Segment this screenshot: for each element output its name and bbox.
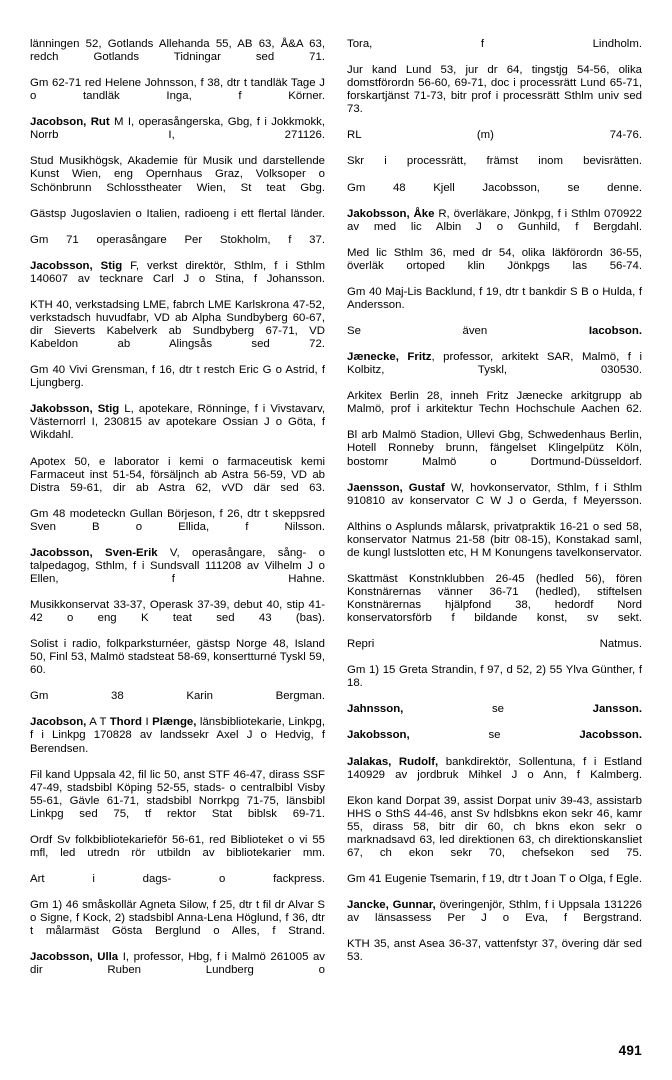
biography-entry: Gm 38 Karin Bergman. (30, 690, 325, 703)
two-column-body (30, 38, 642, 1028)
right-text-column (347, 38, 642, 1028)
biography-entry: Gm 48 Kjell Jacobsson, se denne. (347, 181, 642, 194)
biography-entry: Jalakas, Rudolf, bankdirektör, Sollentuna, f i Estland 140929 av jordbruk Mihkel J o Ann, f Kalmberg. (347, 755, 642, 781)
biography-entry: Jænecke, Fritz, professor, arkitekt SAR, Malmö, f i Kolbitz, Tyskl, 030530. (347, 351, 642, 377)
biography-entry: Repri Natmus. (347, 638, 642, 651)
biography-entry: Jacobsson, Stig F, verkst direktör, Sthlm, f i Sthlm 140607 av tecknare Carl J o Stina, f Johansson. (30, 259, 325, 285)
biography-entry: Althins o Asplunds målarsk, privatpraktik 16-21 o sed 58, konservator Natmus 21-58 (bitr 08-15), Konstakad saml, de kungl lustslotten etc, H M Konungens tavelkonservator. (347, 520, 642, 559)
biography-entry: Skr i processrätt, främst inom bevisrätten. (347, 155, 642, 168)
biography-entry: Tora, f Lindholm. (347, 38, 642, 50)
biography-entry: Musikkonservat 33-37, Operask 37-39, debut 40, stip 41-42 o eng K teat sed 43 (bas). (30, 599, 325, 625)
biography-entry: Jacobsson, Sven-Erik V, operasångare, sång- o talpedagog, Sthlm, f i Sundsvall 111208 av Vilhelm J o Ellen, f Hahne. (30, 546, 325, 585)
biography-entry: Jakobsson, Stig L, apotekare, Rönninge, f i Vivstavarv, Västernorrl I, 230815 av apotekare Ossian J o Göta, f Wikdahl. (30, 403, 325, 442)
biography-entry: Skattmäst Konstnklubben 26-45 (hedled 56), fören Konstnärernas vänner 36-71 (hedled), stiftelsen Konstnärernas hjälpfond 38, hedordf Nord konservatorsförb f bildande konst, sv sekt. (347, 572, 642, 625)
biography-entry: Gm 48 modeteckn Gullan Börjeson, f 26, dtr t skeppsred Sven B o Ellida, f Nilsson. (30, 507, 325, 533)
biography-entry: Jakobsson, Åke R, överläkare, Jönkpg, f i Sthlm 070922 av med lic Albin J o Gunhild, f Bergdahl. (347, 207, 643, 233)
biography-entry: KTH 40, verkstadsing LME, fabrch LME Karlskrona 47-52, verkstadsch huvudfabr, VD ab Alpha Sundbyberg 60-67, dir Sieverts Kabelverk ab Sundbyberg 67-71, VD Kabeldon ab Alingsås sed 72. (30, 298, 325, 351)
biography-entry: Art i dags- o fackpress. (30, 873, 325, 885)
biography-entry: Jaensson, Gustaf W, hovkonservator, Sthlm, f i Sthlm 910810 av konservator C W J o Gerda, f Meyersson. (347, 481, 643, 507)
biography-entry: Jacobson, A T Thord I Plænge, länsbibliotekarie, Linkpg, f i Linkpg 170828 av landssekr Axel J o Hedvig, f Berendsen. (30, 716, 325, 755)
biography-entry: Bl arb Malmö Stadion, Ullevi Gbg, Schwedenhaus Berlin, Hotell Ronneby brunn, fängelset Klingelpütz Köln, bostomr Malmö o Dortmund-Düsseldorf. (347, 429, 642, 468)
biography-entry: Solist i radio, folkparksturnéer, gästsp Norge 48, Island 50, Finl 53, Malmö stadsteat 58-69, konsertturné Tyskl 59, 60. (30, 638, 325, 677)
page-number: 491 (618, 1043, 642, 1058)
biography-entry: länningen 52, Gotlands Allehanda 55, AB 63, Å&A 63, redch Gotlands Tidningar sed 71. (30, 38, 325, 64)
biography-entry: Gästsp Jugoslavien o Italien, radioeng i ett flertal länder. (30, 207, 325, 220)
biography-entry: RL (m) 74-76. (347, 129, 642, 142)
biography-entry: Ordf Sv folkbibliotekarieför 56-61, red Biblioteket o vi 55 mfl, led utredn rör utbildn av bibliotekarier mm. (30, 833, 325, 859)
biography-entry: Arkitex Berlin 28, inneh Fritz Jænecke arkitgrupp ab Malmö, prof i arkitektur Techn Hochschule Aachen 62. (347, 390, 642, 416)
biography-entry: Jahnsson, se Jansson. (347, 703, 642, 716)
biography-entry: Jakobsson, se Jacobsson. (347, 729, 642, 742)
biography-entry: Gm 62-71 red Helene Johnsson, f 38, dtr t tandläk Tage J o tandläk Inga, f Körner. (30, 77, 325, 103)
biography-entry: Gm 40 Maj-Lis Backlund, f 19, dtr t bankdir S B o Hulda, f Andersson. (347, 285, 642, 311)
biography-entry: Med lic Sthlm 36, med dr 54, olika läkförordn 36-55, överläk ortoped klin Jönkpgs las 56-74. (347, 246, 642, 272)
biography-entry: Jacobson, Rut M I, operasångerska, Gbg, f i Jokkmokk, Norrb I, 271126. (30, 116, 325, 142)
biography-entry: Se även Iacobson. (347, 325, 642, 338)
biography-entry: Ekon kand Dorpat 39, assist Dorpat univ 39-43, assistarb HHS o SthS 44-46, anst Sv hdlsbkns ekon sekr 46, kamr 55, dirass 58, bitr dir 60, ch bkns ekon sekr o marknadsavd 63, led direktionen 63, ch direktionskansliet 67, ch ekon sekr 70, chefsekon sed 75. (347, 794, 642, 859)
biography-entry: Fil kand Uppsala 42, fil lic 50, anst STF 46-47, dirass SSF 47-49, stadsbibl Köping 52-55, stads- o centralbibl Visby 55-61, Gävle 61-71, stadsbibl Norrkpg 71-75, länsbibl Linkpg sed 75, tf rektor Stat biblsk 69-71. (30, 768, 325, 820)
biography-entry: Jancke, Gunnar, överingenjör, Sthlm, f i Uppsala 131226 av länsassess Per J o Eva, f Bergstrand. (347, 899, 642, 925)
biography-entry: Stud Musikhögsk, Akademie für Musik und darstellende Kunst Wien, eng Opernhaus Graz, Volksoper o Schönbrunn Schlosstheater Wien, St teat Gbg. (30, 155, 325, 194)
biography-entry: Gm 40 Vivi Grensman, f 16, dtr t restch Eric G o Astrid, f Ljungberg. (30, 364, 325, 390)
biography-entry: KTH 35, anst Asea 36-37, vattenfstyr 37, övering där sed 53. (347, 938, 642, 964)
biography-entry: Apotex 50, e laborator i kemi o farmaceutisk kemi Farmaceut inst 51-54, försäljnch ab Astra 56-59, VD ab Distra 59-61, dir ab Astra 62, vVD där sed 63. (30, 455, 325, 494)
left-text-column (30, 38, 325, 1028)
biography-entry: Gm 71 operasångare Per Stokholm, f 37. (30, 233, 325, 246)
biography-entry: Gm 1) 15 Greta Strandin, f 97, d 52, 2) 55 Ylva Günther, f 18. (347, 664, 642, 690)
biography-entry: Jacobsson, Ulla I, professor, Hbg, f i Malmö 261005 av dir Ruben Lundberg o (30, 951, 325, 977)
biography-entry: Jur kand Lund 53, jur dr 64, tingstjg 54-56, olika domstförordn 56-60, 69-71, doc i processrätt Lund 65-71, forskartjänst 71-73, bitr prof i processrätt Sthlm univ sed 73. (347, 64, 642, 116)
biography-entry: Gm 1) 46 småskollär Agneta Silow, f 25, dtr t fil dr Alvar S o Signe, f Kock, 2) stadsbibl Anna-Lena Höglund, f 36, dtr t målarmäst Gösta Berglund o Alles, f Strand. (30, 899, 325, 938)
biography-entry: Gm 41 Eugenie Tsemarin, f 19, dtr t Joan T o Olga, f Egle. (347, 873, 642, 885)
